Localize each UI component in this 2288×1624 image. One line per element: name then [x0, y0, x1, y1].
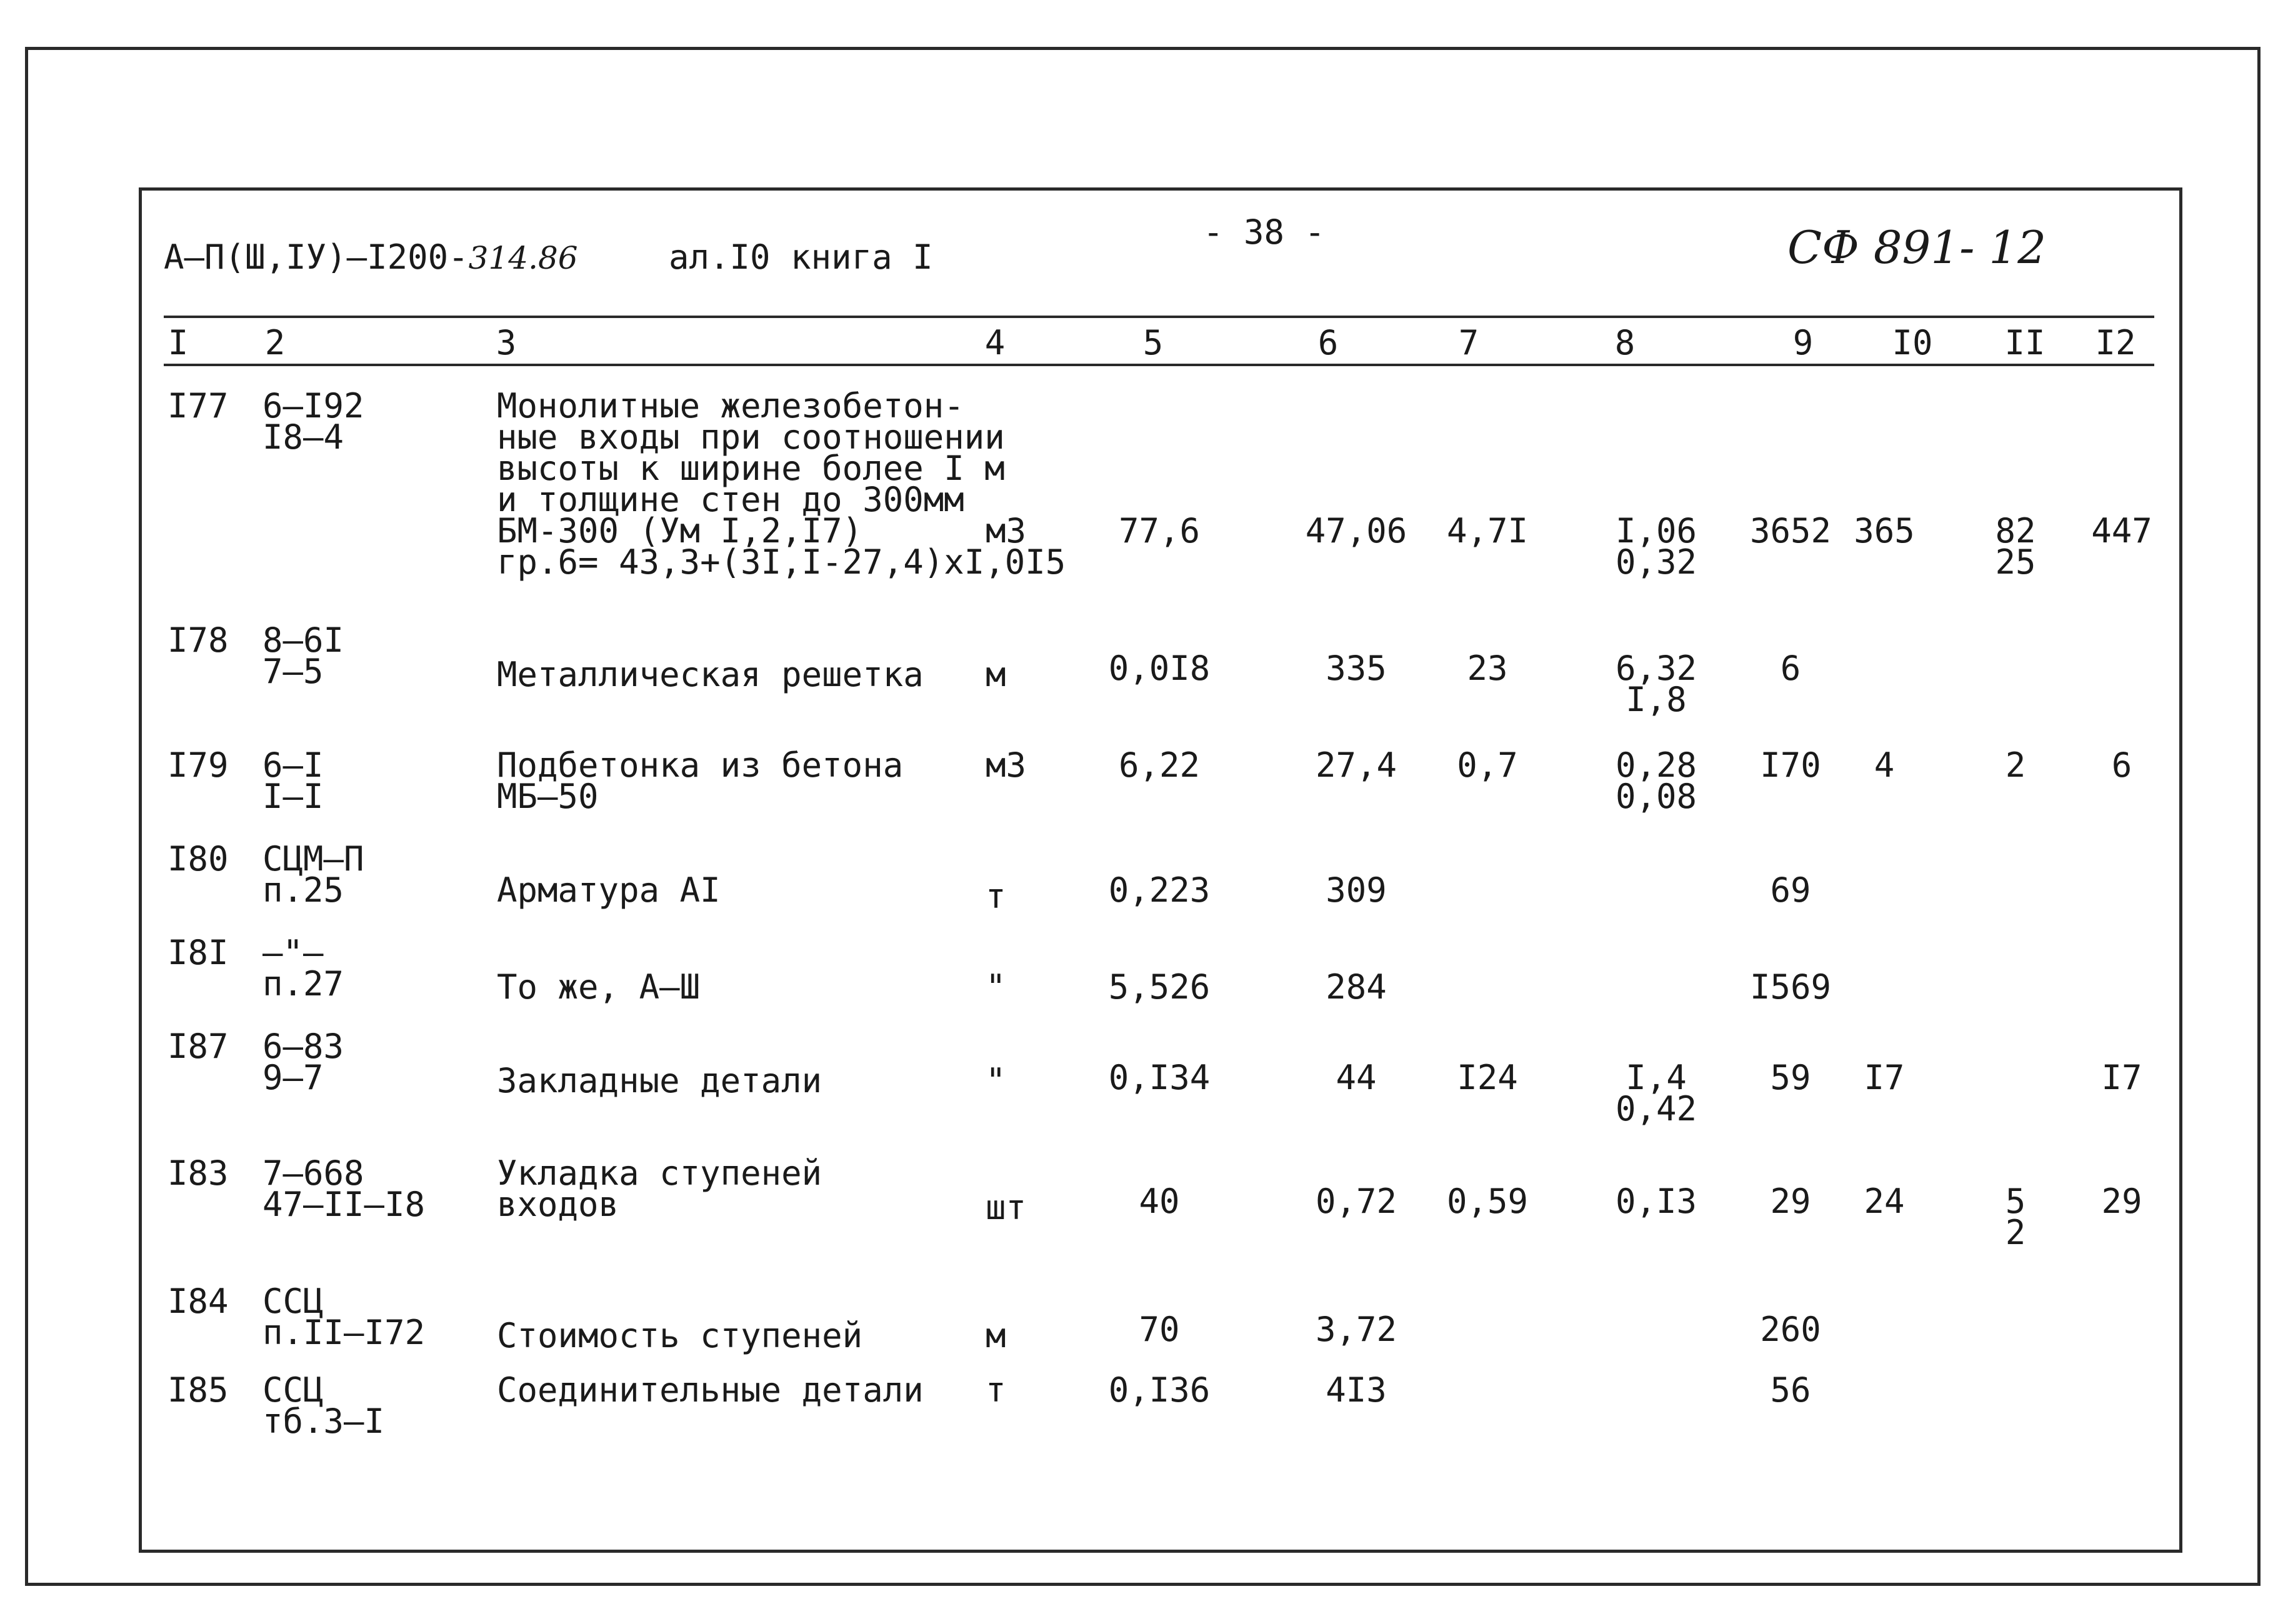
work-description	[497, 1370, 924, 1410]
unit: м3	[986, 511, 1027, 550]
value-col-11-line: 25	[1995, 542, 2036, 582]
rate-code-line: СЦМ–П	[262, 839, 364, 879]
row-number: I87	[167, 1027, 229, 1066]
rate-code	[262, 839, 364, 910]
unit: "	[986, 967, 1006, 1007]
work-description-line: Подбетонка из бетона	[497, 745, 904, 785]
value-col-5: 0,0I8	[1108, 649, 1211, 688]
value-col-8-line: 6,32	[1615, 649, 1697, 688]
column-header-3: 3	[496, 323, 517, 362]
value-col-8	[1587, 1058, 1725, 1128]
work-description	[497, 870, 721, 910]
rate-code-line: ССЦ	[262, 1282, 324, 1321]
value-col-11-line: 2	[2005, 745, 2026, 785]
rate-code-line: 6–83	[262, 1027, 344, 1066]
work-description	[497, 655, 924, 694]
value-col-9: I569	[1749, 967, 1832, 1007]
table-header-bottom-rule	[164, 364, 2154, 366]
value-col-11-line: 2	[2005, 1213, 2026, 1252]
row-number: I83	[167, 1153, 229, 1193]
row-number: I80	[167, 839, 229, 879]
unit: м	[986, 1316, 1006, 1355]
rate-code-line: I–I	[262, 777, 324, 816]
value-col-6: 335	[1326, 649, 1387, 688]
row-number: I8I	[167, 933, 229, 972]
value-col-9: 56	[1770, 1370, 1811, 1410]
value-col-8-line: 0,42	[1615, 1089, 1697, 1128]
value-col-11-line: 5	[2005, 1182, 2026, 1221]
rate-code-line: ССЦ	[262, 1370, 324, 1410]
column-header-7: 7	[1458, 323, 1479, 362]
value-col-8	[1587, 649, 1725, 719]
value-col-7: 4,7I	[1446, 511, 1529, 550]
value-col-9: 29	[1770, 1182, 1811, 1221]
value-col-8-line: 0,I3	[1615, 1182, 1697, 1221]
work-description-line: МБ–50	[497, 777, 599, 816]
value-col-12: 29	[2101, 1182, 2142, 1221]
value-col-8-line: I,06	[1615, 511, 1697, 550]
value-col-5: 6,22	[1118, 745, 1201, 785]
work-description	[497, 1061, 822, 1100]
rate-code-line: 6–I92	[262, 386, 364, 426]
value-col-12: 447	[2091, 511, 2152, 550]
row-number: I79	[167, 745, 229, 785]
rate-code-line: п.27	[262, 964, 344, 1004]
value-col-8	[1587, 511, 1725, 582]
rate-code-line: –"–	[262, 933, 324, 972]
rate-code-line: I8–4	[262, 417, 344, 457]
work-description	[497, 967, 701, 1007]
work-description-line: Укладка ступеней	[497, 1153, 822, 1193]
work-description-line: Соединительные детали	[497, 1370, 924, 1410]
table-header-top-rule	[164, 316, 2154, 318]
column-header-10: I0	[1892, 323, 1933, 362]
value-col-6: 3,72	[1315, 1310, 1397, 1349]
work-description-line: высоты к ширине более I м	[497, 449, 1005, 488]
rate-code	[262, 1282, 426, 1352]
row-number: I78	[167, 620, 229, 660]
rate-code	[262, 620, 344, 691]
value-col-5: 0,I34	[1108, 1058, 1211, 1097]
value-col-6: 0,72	[1315, 1182, 1397, 1221]
row-number: I77	[167, 386, 229, 426]
unit: т	[986, 1370, 1006, 1410]
document-code	[164, 237, 578, 277]
value-col-10: I7	[1864, 1058, 1905, 1097]
rate-code-line: п.II–I72	[262, 1313, 426, 1352]
value-col-9: 3652	[1749, 511, 1832, 550]
rate-code-line: 47–II–I8	[262, 1185, 426, 1224]
rate-code-line: тб.3–I	[262, 1402, 385, 1441]
album-book-label: ал.I0 книга I	[669, 237, 933, 277]
value-col-7: I24	[1457, 1058, 1518, 1097]
rate-code-line: 6–I	[262, 745, 324, 785]
rate-code	[262, 386, 364, 457]
work-description	[497, 1153, 822, 1224]
value-col-6: 44	[1336, 1058, 1377, 1097]
value-col-6: 284	[1326, 967, 1387, 1007]
work-description-line: То же, А–Ш	[497, 967, 701, 1007]
column-header-9: 9	[1792, 323, 1814, 362]
rate-code-line: п.25	[262, 870, 344, 910]
rate-code-line: 8–6I	[262, 620, 344, 660]
value-col-5: 40	[1139, 1182, 1180, 1221]
value-col-11	[1947, 1182, 2084, 1252]
handwritten-doc-number: СФ 891- 12	[1787, 221, 2046, 274]
value-col-9: 59	[1770, 1058, 1811, 1097]
work-description-line: БМ-300 (Ум I,2,I7)	[497, 511, 863, 550]
value-col-10: 24	[1864, 1182, 1905, 1221]
rate-code-line: 7–5	[262, 652, 324, 691]
work-description-line: Металлическая решетка	[497, 655, 924, 694]
value-col-11	[1947, 745, 2084, 785]
column-header-6: 6	[1317, 323, 1339, 362]
column-header-11: II	[2004, 323, 2046, 362]
value-col-9: I70	[1760, 745, 1821, 785]
value-col-8	[1587, 1182, 1725, 1221]
value-col-5: 5,526	[1108, 967, 1211, 1007]
value-col-5: 0,I36	[1108, 1370, 1211, 1410]
work-description	[497, 1316, 863, 1355]
column-header-4: 4	[984, 323, 1006, 362]
value-col-6: 27,4	[1315, 745, 1397, 785]
column-header-12: I2	[2095, 323, 2136, 362]
column-header-2: 2	[264, 323, 286, 362]
row-number: I84	[167, 1282, 229, 1321]
rate-code	[262, 933, 344, 1004]
work-description	[497, 745, 904, 816]
column-header-1: I	[167, 323, 189, 362]
value-col-12: I7	[2101, 1058, 2142, 1097]
value-col-8	[1587, 745, 1725, 816]
rate-code-line: 9–7	[262, 1058, 324, 1097]
value-col-6: 4I3	[1326, 1370, 1387, 1410]
unit: "	[986, 1061, 1006, 1100]
value-col-9: 260	[1760, 1310, 1821, 1349]
value-col-5: 70	[1139, 1310, 1180, 1349]
row-number: I85	[167, 1370, 229, 1410]
value-col-8-line: 0,08	[1615, 777, 1697, 816]
rate-code	[262, 1370, 385, 1441]
unit: шт	[986, 1188, 1027, 1227]
value-col-10: 365	[1854, 511, 1915, 550]
unit: т	[986, 877, 1006, 916]
rate-code-line: 7–668	[262, 1153, 364, 1193]
column-header-5: 5	[1142, 323, 1164, 362]
document-code-handwritten: 314.86	[468, 240, 578, 276]
work-description-line: ные входы при соотношении	[497, 417, 1005, 457]
value-col-7: 0,7	[1457, 745, 1518, 785]
value-col-7: 0,59	[1446, 1182, 1529, 1221]
rate-code	[262, 745, 324, 816]
work-description-line: гр.6= 43,3+(3I,I-27,4)xI,0I5	[497, 542, 1066, 582]
page-number: - 38 -	[1203, 212, 1326, 252]
value-col-7: 23	[1467, 649, 1508, 688]
work-description-line: Стоимость ступеней	[497, 1316, 863, 1355]
work-description-line: Закладные детали	[497, 1061, 822, 1100]
value-col-9: 69	[1770, 870, 1811, 910]
value-col-5: 77,6	[1118, 511, 1201, 550]
work-description-line: Арматура АI	[497, 870, 721, 910]
work-description-line: входов	[497, 1185, 619, 1224]
work-description	[497, 386, 1066, 582]
column-header-8: 8	[1614, 323, 1636, 362]
value-col-10: 4	[1874, 745, 1895, 785]
work-description-line: и толщине стен до 300мм	[497, 480, 964, 519]
value-col-12: 6	[2111, 745, 2132, 785]
document-code-prefix: А–П(Ш,IУ)–I200-	[164, 237, 469, 277]
rate-code	[262, 1153, 426, 1224]
rate-code	[262, 1027, 344, 1097]
value-col-11	[1947, 511, 2084, 582]
value-col-8-line: 0,32	[1615, 542, 1697, 582]
value-col-8-line: I,8	[1626, 680, 1687, 719]
value-col-6: 47,06	[1305, 511, 1407, 550]
value-col-9: 6	[1780, 649, 1801, 688]
unit: м	[986, 655, 1006, 694]
unit: м3	[986, 745, 1027, 785]
value-col-5: 0,223	[1108, 870, 1211, 910]
value-col-11-line: 82	[1995, 511, 2036, 550]
value-col-6: 309	[1326, 870, 1387, 910]
value-col-8-line: I,4	[1626, 1058, 1687, 1097]
work-description-line: Монолитные железобетон-	[497, 386, 964, 426]
value-col-8-line: 0,28	[1615, 745, 1697, 785]
